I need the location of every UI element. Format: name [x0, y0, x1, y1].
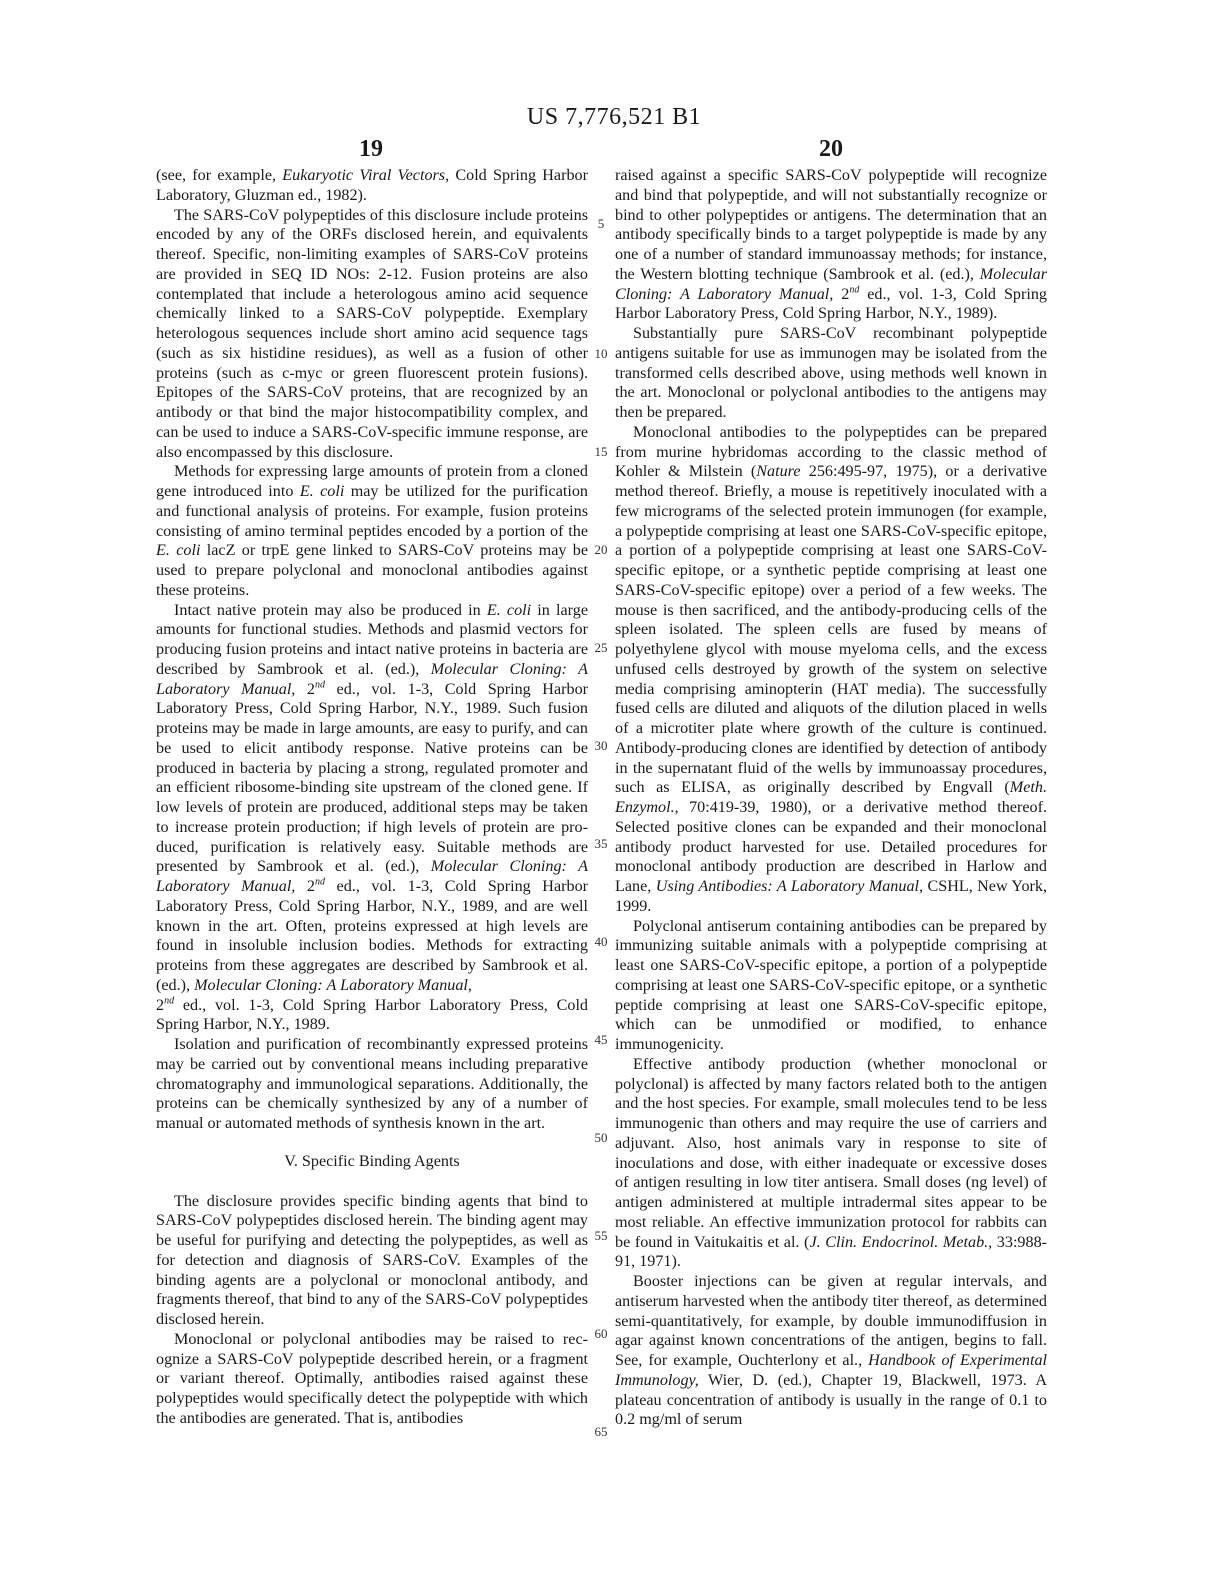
patent-number: US 7,776,521 B1 — [526, 104, 702, 130]
paragraph: (see, for example, Eukaryotic Viral Vectors, Cold Spring Harbor Laboratory, Gluzman ed., 1982). — [156, 167, 588, 204]
paragraph: Effective antibody production (whether monoclonal or polyclonal) is affected by many factors related both to the antigen and the host species. For example, small molecules tend to be less immunogenic than others and may require the use of carriers and adjuvant. Also, host animals vary in response to site of inoculations and dose, with either inadequate or excessive doses of antigen resulting in low titer antisera. Small doses (ng level) of antigen administered at multiple intradermal sites appear to be most reliable. An effective immunization protocol for rabbits can be found in Vaitukaitis et al. (J. Clin. Endocrinol. Metab., 33:988-91, 1971). — [615, 1055, 1048, 1271]
right-text-column — [615, 166, 1047, 1430]
paragraph: The disclosure provides specific binding agents that bind to SARS-CoV polypeptides disclosed herein. The binding agent may be useful for purifying and detecting the polypeptides, as well as for detection and diagnosis of SARS-CoV. Examples of the binding agents are a polyclonal or monoclonal antibody, and fragments thereof, that bind to any of the SARS-CoV polypeptides disclosed herein. — [156, 1192, 588, 1328]
line-number: 10 — [594, 346, 608, 361]
line-number: 40 — [594, 934, 608, 949]
line-number: 55 — [594, 1228, 608, 1243]
paragraph: Methods for expressing large amounts of protein from a cloned gene introduced into E. coli may be utilized for the purification and functional analysis of proteins. For example, fusion proteins consisting of amino terminal peptides encoded by a portion of the E. coli lacZ or trpE gene linked to SARS-CoV proteins may be used to prepare polyclonal and monoclonal antibodies against these proteins. — [156, 463, 588, 599]
paragraph: Substantially pure SARS-CoV recombinant polypeptide antigens suitable for use as immunogen may be isolated from the transformed cells described above, using methods well known in the art. Monoclonal or polyclonal antibodies to the antigens may then be prepared. — [615, 325, 1047, 421]
paragraph: The SARS-CoV polypeptides of this disclosure include proteins encoded by any of the ORFs disclosed herein, and equivalents thereof. Specific, non-limiting examples of SARS-CoV proteins are provided in SEQ ID NOs: 2-12. Fusion proteins are also contemplated that include a heterologous amino acid sequence chemically linked to a SARS-CoV polypeptide. Exemplary heterologous sequences include short amino acid sequence tags (such as six histidine residues), as well as a fusion of other proteins (such as c-myc or green fluorescent protein fusions). Epitopes of the SARS-CoV proteins, that are recognized by an antibody or that bind the major histocompatibility complex, and can be used to induce a SARS-CoV-specific immune response, are also encompassed by this disclosure. — [156, 206, 588, 461]
paragraph: Monoclonal antibodies to the polypeptides can be prepared from murine hybridomas according to the classic method of Kohler & Milstein (Nature 256:495-97, 1975), or a derivative method thereof. Briefly, a mouse is repetitively inoculated with a few micrograms of the selected protein immunogen (for example, a polypeptide comprising at least one SARS-CoV-specific epitope, a portion of a polypeptide comprising at least one SARS-CoV-specific epitope, or a synthetic peptide comprising at least one SARS-CoV-specific epitope) over a period of a few weeks. The mouse is then sacrificed, and the antibody-producing cells of the spleen isolated. The spleen cells are fused by means of polyethylene glycol with mouse myeloma cells, and the excess unfused cells destroyed by growth of the system on selective media comprising aminopterin (HAT media). The successfully fused cells are diluted and aliquots of the dilution placed in wells of a microtiter plate where growth of the culture is continued. Antibody-producing clones are identified by detection of antibody in the supernatant fluid of the wells by immunoassay procedures, such as ELISA, as originally described by Engvall (Meth. Enzymol., 70:419-39, 1980), or a derivative method thereof. Selected positive clones can be expanded and their monoclonal antibody product harvested for use. Detailed procedures for monoclonal antibody production are described in Harlow and Lane, Using Antibodies: A Laboratory Manual, CSHL, New York, 1999. — [615, 423, 1048, 915]
line-number: 50 — [594, 1130, 608, 1145]
paragraph: Monoclonal or polyclonal antibodies may be raised to recognize a SARS-CoV polypeptide described herein, or a fragment or variant thereof. Optimally, antibodies raised against these polypeptides would specifically detect the polypeptide with which the antibodies are generated. That is, antibodies — [156, 1330, 588, 1427]
paragraph: Isolation and purification of recombinantly expressed proteins may be carried out by conventional means including preparative chromatography and immunological separations. Additionally, the proteins can be chemically synthesized by any of a number of manual or automated methods of synthesis known in the art. — [156, 1036, 588, 1132]
line-number: 25 — [594, 640, 608, 655]
paragraph: Polyclonal antiserum containing antibodies can be prepared by immunizing suitable animals with a polypeptide comprising at least one SARS-CoV-specific epitope, a portion of a polypeptide comprising at least one SARS-CoV-specific epitope, or a synthetic peptide comprising at least one SARS-CoV-specific epitope, which can be unmodified or modified, to enhance immunogenicity. — [615, 917, 1047, 1053]
line-number: 35 — [594, 836, 608, 851]
left-text-column — [156, 166, 588, 1429]
line-number: 20 — [594, 542, 608, 557]
paragraph: Booster injections can be given at regular intervals, and antiserum harvested when the antibody titer thereof, as determined semi-quantitatively, for example, by double immunodiffusion in agar against known concentrations of the antigen, begins to fall. See, for example, Ouchterlony et al., Handbook of Experimental Immunology, Wier, D. (ed.), Chapter 19, Blackwell, 1973. A plateau concentration of antibody is usually in the range of 0.1 to 0.2 mg/ml of serum — [615, 1273, 1048, 1429]
paragraph: raised against a specific SARS-CoV polypeptide will recognize and bind that polypeptide, and will not substantially recognize or bind to other polypeptides or antigens. The determination that an antibody specifically binds to a target polypeptide is made by any one of a number of standard immunoassay methods; for instance, the Western blotting technique (Sambrook et al. (ed.), Molecular Cloning: A Laboratory Manual, 2nd ed., vol. 1-3, Cold Spring Harbor Laboratory Press, Cold Spring Harbor, N.Y., 1989). — [615, 167, 1047, 323]
line-number: 60 — [594, 1326, 608, 1341]
line-number: 5 — [597, 216, 605, 231]
right-column-number: 20 — [819, 136, 843, 162]
paragraph: Intact native protein may also be produced in E. coli in large amounts for functional studies. Methods and plasmid vectors for producing fusion proteins and intact native proteins in bacteria are described by Sambrook et al. (ed.), Molecular Cloning: A Laboratory Manual, 2nd ed., vol. 1-3, Cold Spring Harbor Laboratory Press, Cold Spring Harbor, N.Y., 1989. Such fusion proteins may be made in large amounts, are easy to purify, and can be used to elicit antibody response. Native proteins can be produced in bacteria by placing a strong, regulated promoter and an efficient ribosome-binding site upstream of the cloned gene. If low levels of protein are produced, additional steps may be taken to increase protein production; if high levels of protein are produced, purification is relatively easy. Suitable methods are presented by Sambrook et al. (ed.), Molecular Cloning: A Laboratory Manual, 2nd ed., vol. 1-3, Cold Spring Harbor Laboratory Press, Cold Spring Harbor, N.Y., 1989, and are well known in the art. Often, proteins expressed at high levels are found in insoluble inclusion bodies. Methods for extracting proteins from these aggregates are described by Sambrook et al. (ed.), Molecular Cloning: A Laboratory Manual, 2nd ed., vol. 1-3, Cold Spring Harbor Laboratory Press, Cold Spring Harbor, N.Y., 1989. — [156, 601, 589, 1034]
line-number: 65 — [594, 1424, 608, 1439]
line-number: 45 — [594, 1032, 608, 1047]
left-column-number: 19 — [359, 136, 383, 162]
line-number: 15 — [594, 444, 608, 459]
line-number: 30 — [594, 738, 608, 753]
section-heading: V. Specific Binding Agents — [284, 1152, 460, 1170]
